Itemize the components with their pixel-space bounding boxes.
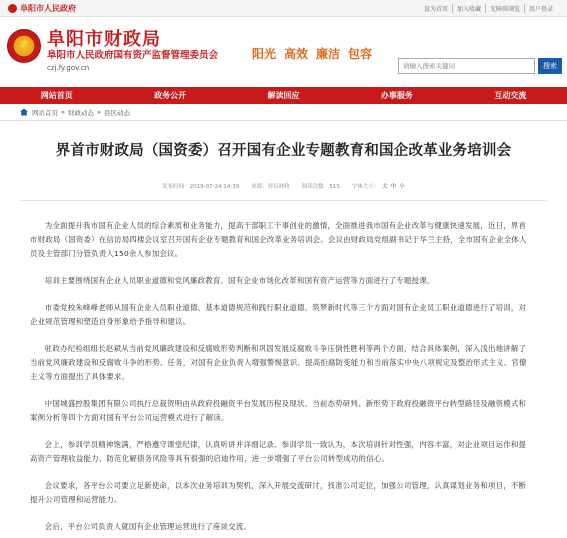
article-paragraph: 中国城盛控股集团有限公司执行总裁贺明由从政府投融资平台发展历程及现状、当前态势研判、新形势下政府投融资平台转型路径及融资模式和案例分析等四个方面对国有平台公司运营模式进行了解读。 bbox=[30, 399, 527, 422]
site-logo[interactable] bbox=[8, 3, 76, 14]
top-links bbox=[420, 4, 557, 13]
breadcrumb-item[interactable]: 网站首页 bbox=[32, 108, 58, 117]
user-login-link[interactable]: 用户登录 bbox=[524, 4, 557, 13]
view-count: 阅读次数：515 bbox=[301, 184, 340, 190]
emblem-icon bbox=[8, 4, 17, 13]
search-input[interactable] bbox=[398, 58, 535, 74]
site-logo-text: 阜阳市人民政府 bbox=[20, 3, 76, 13]
slogan-item: 高效 bbox=[284, 47, 309, 61]
main-nav bbox=[0, 87, 567, 104]
search-button[interactable]: 搜索 bbox=[538, 58, 562, 74]
breadcrumb-item[interactable]: 县区动态 bbox=[103, 108, 130, 117]
breadcrumb-separator: » bbox=[61, 108, 65, 116]
article-paragraph: 为全面提升我市国有企业人员的综合素质和业务能力，提高干部职工干事创业的激情，全面推进我市国有企业改革与健康快速发展，近日，界首市财政局（国资委）在信访局四楼会议室召开国有企业专题教育和国企改革业务培训会。会议由财政局党组副书记于华兰主持，全市国有企业全体人员及主管部门分管负责人150余人参加会议。 bbox=[30, 221, 527, 258]
font-size-label: 字体大小： bbox=[351, 184, 380, 190]
home-icon bbox=[20, 109, 28, 116]
breadcrumb bbox=[0, 104, 567, 121]
article-paragraph: 市委党校朱峰峰老师从国有企业人员职业道德、基本道德规范和践行职业道德、筑梦新时代等三个方面对国有企业员工职业道德进行了培训，对企业规范管理和塑造自身形象给予指导和建议。 bbox=[30, 303, 527, 326]
article-paragraph: 会议要求，各平台公司要立足新使命，以本次业务培训为契机，深入开展交流研讨，找准公司定位，加强公司管理，认真谋划业务和项目，不断提升公司管理和运营能力。 bbox=[30, 481, 527, 504]
nav-item-home[interactable]: 网站首页 bbox=[40, 91, 73, 100]
brand bbox=[47, 30, 218, 74]
nav-item-interaction[interactable]: 互动交流 bbox=[494, 91, 527, 100]
font-size-medium[interactable]: 中 bbox=[390, 184, 397, 190]
font-size-large[interactable]: 大 bbox=[382, 184, 388, 190]
slogan-item: 阳光 bbox=[252, 47, 277, 61]
search-box bbox=[398, 58, 562, 74]
article-paragraph: 会上，参训学员精神饱满，严格遵守课堂纪律，认真听讲并详细记录。参训学员一致认为，本次培训针对性强，内容丰富，对企业项目运作和提高资产管理收益能力、防范化解债务风险等具有很强的启迪作用，进一步增强了平台公司转型成功的信心。 bbox=[30, 440, 527, 463]
article-paragraph: 会后，平台公司负责人就国有企业管理运营进行了座谈交流。 bbox=[44, 522, 252, 531]
site-subtitle: 阜阳市人民政府国有资产监督管理委员会 bbox=[47, 50, 219, 61]
article-paragraph: 驻政办纪检组组长赵斌从当前党风廉政建设和反腐败形势判断和巩固发展反腐败斗争压倒性胜利等两个方面，结合具体案例，深入浅出地讲解了当前党风廉政建设和反腐败斗争的形势、任务，对国有企业负责人增强警惕意识、提高拒腐防变能力和当前落实中央八项规定及整治形式主义、官僚主义等方面提出了具体要求。 bbox=[30, 344, 527, 381]
site-title: 阜阳市财政局 bbox=[47, 29, 161, 50]
top-bar bbox=[0, 0, 567, 17]
national-emblem-icon: ★ bbox=[7, 29, 41, 63]
site-domain: czj.fy.gov.cn bbox=[47, 64, 90, 72]
breadcrumb-separator: » bbox=[96, 108, 101, 116]
slogan-item: 包容 bbox=[348, 47, 373, 61]
nav-item-interpretation[interactable]: 解读回应 bbox=[267, 91, 300, 100]
accessibility-link[interactable]: 无障碍浏览 bbox=[485, 4, 524, 13]
article-paragraph: 培训主要围绕国有企业人员职业道德和党风廉政教育、国有企业市场化改革和国有资产运营等方面进行了专题授课。 bbox=[44, 276, 435, 285]
article-meta bbox=[20, 182, 547, 201]
publish-date: 发布时间：2019-07-24 14:39 bbox=[162, 184, 240, 190]
article-source: 来源：界首财政 bbox=[251, 184, 290, 190]
add-favorite-link[interactable]: 加入收藏 bbox=[452, 4, 485, 13]
header bbox=[0, 17, 567, 87]
slogan bbox=[252, 45, 372, 62]
article-title: 界首市财政局（国资委）召开国有企业专题教育和国企改革业务培训会 bbox=[55, 143, 512, 159]
set-homepage-link[interactable]: 设为首页 bbox=[423, 5, 448, 13]
nav-item-gov-affairs[interactable]: 政务公开 bbox=[154, 91, 187, 100]
font-size-control bbox=[352, 182, 405, 190]
breadcrumb-item[interactable]: 财政动态 bbox=[67, 108, 94, 117]
slogan-item: 廉洁 bbox=[316, 47, 341, 61]
nav-item-services[interactable]: 办事服务 bbox=[380, 91, 413, 100]
font-size-small[interactable]: 小 bbox=[399, 184, 405, 190]
article-body bbox=[0, 219, 567, 534]
